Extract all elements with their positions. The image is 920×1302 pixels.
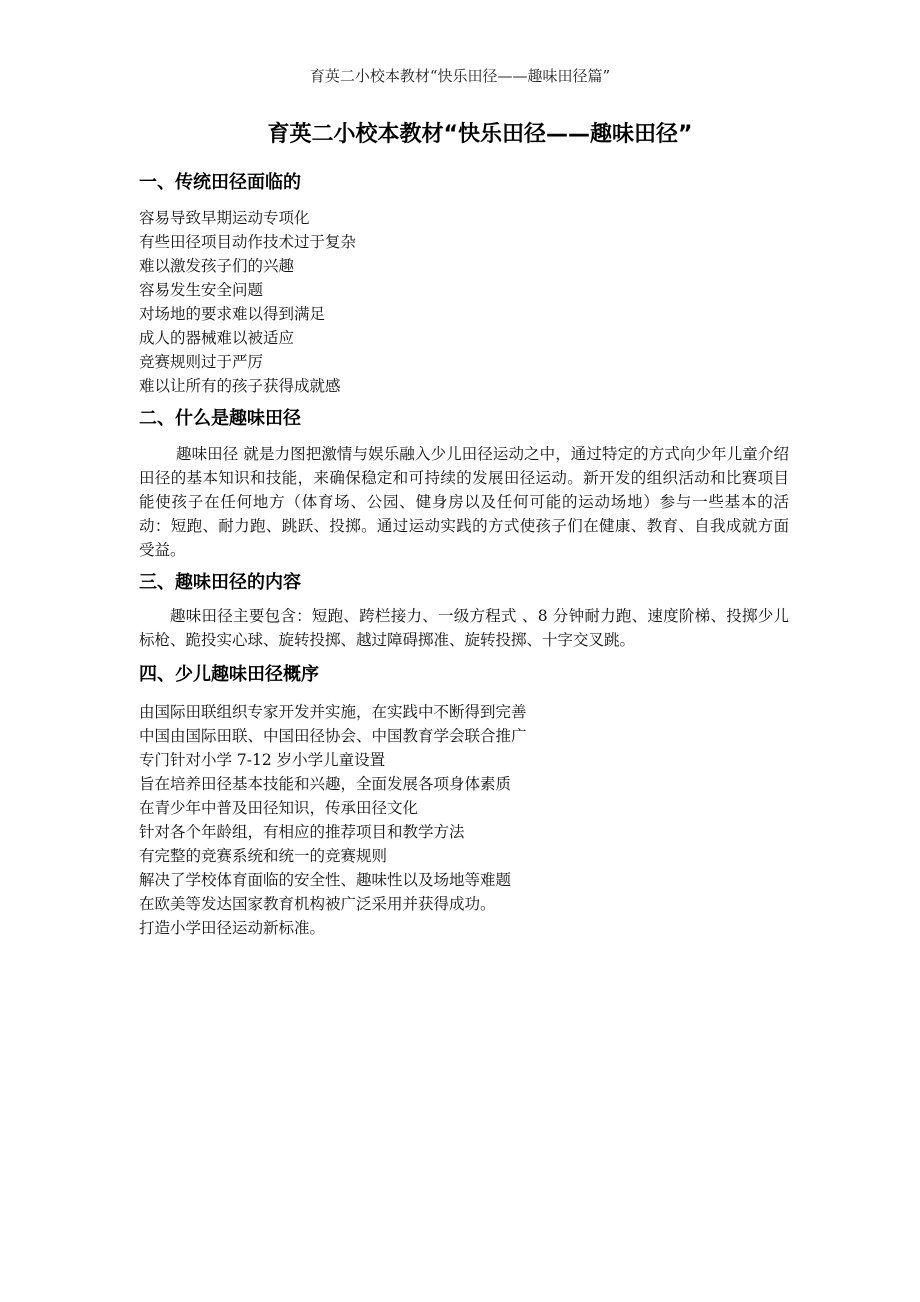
list-item: 竞赛规则过于严厉	[139, 353, 264, 371]
section-overview	[139, 662, 789, 940]
list-item: 解决了学校体育面临的安全性、趣味性以及场地等难题	[139, 871, 512, 889]
section-heading: 四、少儿趣味田径概序	[139, 664, 319, 685]
list-item: 对场地的要求难以得到满足	[139, 305, 326, 323]
list-item: 难以让所有的孩子获得成就感	[139, 377, 341, 395]
list-item: 由国际田联组织专家开发并实施，在实践中不断得到完善	[139, 703, 527, 721]
list-item: 中国由国际田联、中国田径协会、中国教育学会联合推广	[139, 727, 527, 745]
section-paragraph: 趣味田径主要包含：短跑、跨栏接力、一级方程式 、8 分钟耐力跑、速度阶梯、投掷少儿标枪、跪投实心球、旋转投掷、越过障碍掷准、旋转投掷、十字交叉跳。	[139, 607, 789, 649]
list-item: 容易导致早期运动专项化	[139, 209, 310, 227]
section-heading: 三、趣味田径的内容	[139, 572, 301, 593]
list-item: 难以激发孩子们的兴趣	[139, 257, 295, 275]
list-item: 成人的器械难以被适应	[139, 329, 295, 347]
section-heading: 二、什么是趣味田径	[139, 408, 301, 429]
list-item: 打造小学田径运动新标准。	[139, 919, 326, 937]
list-item: 有完整的竞赛系统和统一的竞赛规则	[139, 847, 388, 865]
list-item: 有些田径项目动作技术过于复杂	[139, 233, 357, 251]
running-header: 育英二小校本教材“快乐田径——趣味田径篇”	[309, 67, 611, 85]
section-what-is-fun-athletics	[139, 406, 789, 562]
section-paragraph: 趣味田径 就是力图把激情与娱乐融入少儿田径运动之中，通过特定的方式向少年儿童介绍田径的基本知识和技能，来确保稳定和可持续的发展田径运动。新开发的组织活动和比赛项目能使孩子在任何地方（体育场、公园、健身房以及任何可能的运动场地）参与一些基本的活动：短跑、耐力跑、跳跃、投掷。通过运动实践的方式使孩子们在健康、教育、自我成就方面受益。	[139, 445, 789, 559]
overview-list	[139, 700, 789, 940]
list-item: 在青少年中普及田径知识，传承田径文化	[139, 799, 419, 817]
document-title: 育英二小校本教材“快乐田径——趣味田径”	[267, 122, 693, 147]
list-item: 专门针对小学 7-12 岁小学儿童设置	[139, 751, 386, 769]
problem-list	[139, 206, 789, 398]
list-item: 旨在培养田径基本技能和兴趣，全面发展各项身体素质	[139, 775, 512, 793]
section-traditional-problems	[139, 170, 789, 398]
section-heading: 一、传统田径面临的	[139, 172, 301, 193]
list-item: 针对各个年龄组，有相应的推荐项目和教学方法	[139, 823, 465, 841]
document-body	[139, 170, 789, 940]
section-content	[139, 570, 789, 652]
list-item: 在欧美等发达国家教育机构被广泛采用并获得成功。	[139, 895, 496, 913]
list-item: 容易发生安全问题	[139, 281, 264, 299]
